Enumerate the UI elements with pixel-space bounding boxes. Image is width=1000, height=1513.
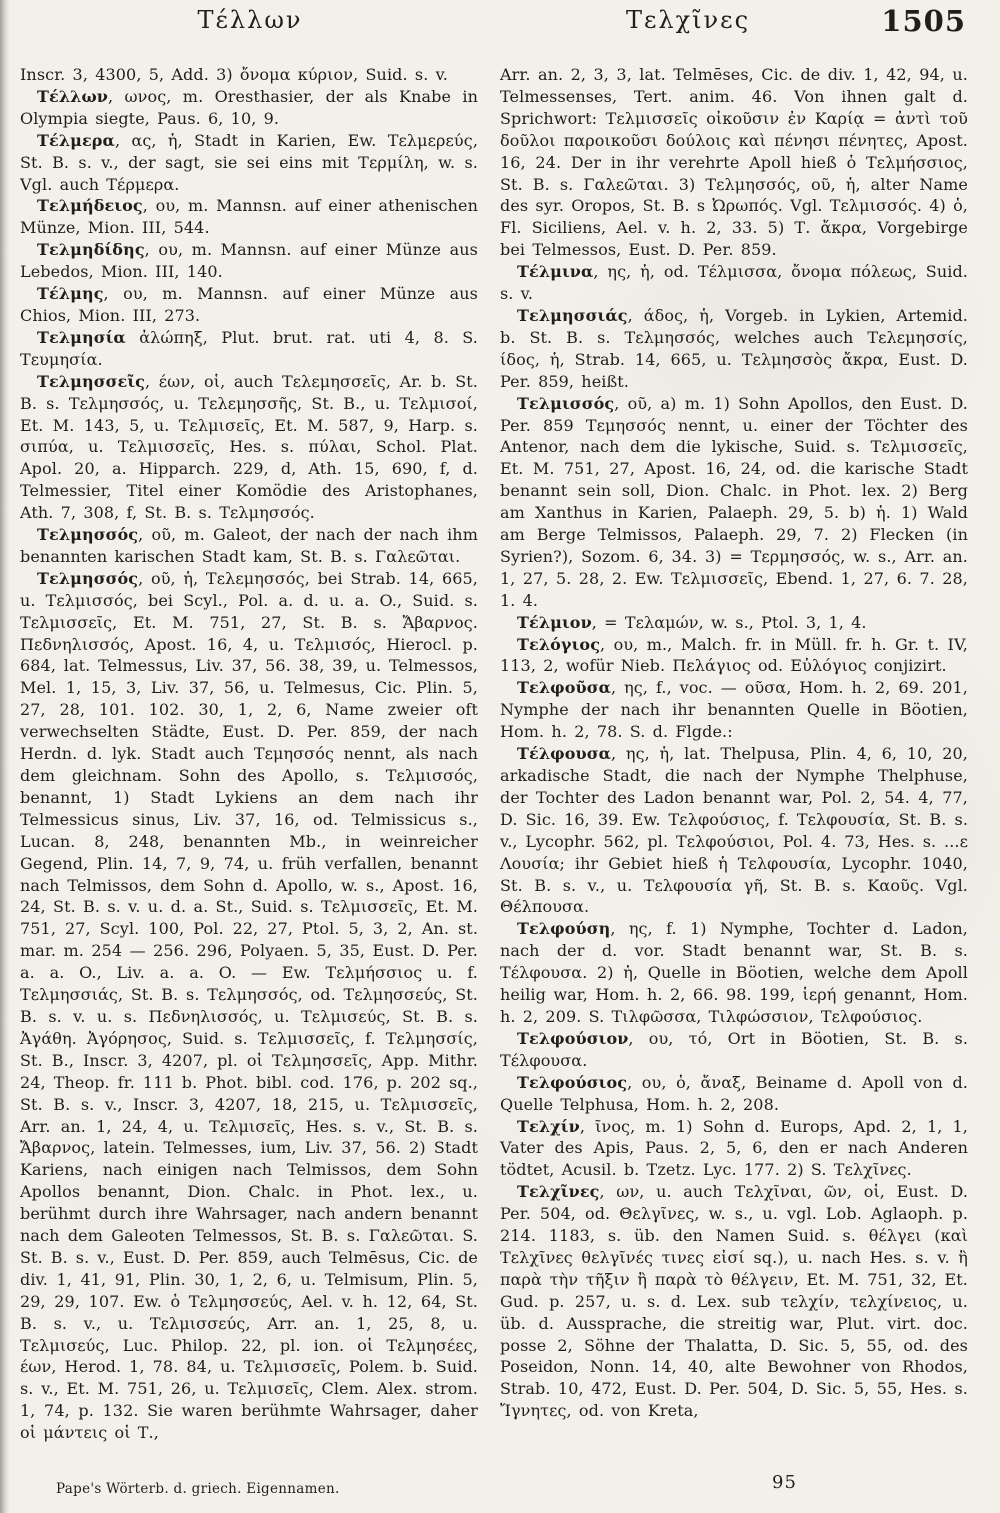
page-number: 1505: [881, 4, 966, 38]
dictionary-entry: Τελμισσός, οῦ, a) m. 1) Sohn Apollos, den Eust. D. Per. 859 Τεμησσός nennt, u. einer der Töchter des Antenor, nach dem die lykische, Suid. s. Τελμισσεῖς, Et. M. 751, 27, Apost. 16, 24, od. die karische Stadt benannt sein soll, Dion. Chalc. in Phot. lex. 2) Berg am Xanthus in Karien, Palaeph. 29, 5. b) ἡ. 1) Wald am Berge Telmissos, Palaeph. 29, 7. 2) Flecken (in Syrien?), Sozom. 6, 34. 3) = Τερμησσός, w. s., Arr. an. 1, 27, 5. 28, 2. Ew. Τελμισσεῖς, Ebend. 1, 27, 6. 7. 28, 1. 4.: [500, 393, 968, 610]
dictionary-entry: Τελμηδίδης, ου, m. Mannsn. auf einer Münze aus Lebedos, Mion. III, 140.: [20, 240, 478, 282]
sheet-number: 95: [772, 1472, 797, 1493]
dictionary-entry: Τέλμιον, = Τελαμών, w. s., Ptol. 3, 1, 4.: [517, 612, 867, 632]
dictionary-entry: Τελμησσός, οῦ, m. Galeot, der nach der nach ihm benannten karischen Stadt kam, St. B. s. Γαλεῶται.: [20, 525, 478, 566]
entry-headword: Τέλμινα: [517, 262, 594, 282]
running-head-right-keyword: Τελχῖνες: [625, 6, 751, 34]
dictionary-entry: Τελμησσιάς, άδος, ἡ, Vorgeb. in Lykien, Artemid. b. St. B. s. Τελμησσός, welches auch Τελεμησσίς, ίδος, ἡ, Strab. 14, 665, u. Τελμησσὸς ἄκρα, Eust. D. Per. 859, heißt.: [500, 305, 968, 391]
dictionary-entry: Τελχῖνες, ων, u. auch Τελχῖναι, ῶν, οἱ, Eust. D. Per. 504, od. Θελγῖνες, w. s., u. vgl. Lob. Aglaoph. p. 214. 1183, s. üb. den Namen Suid. s. θέλγει (καὶ Τελχῖνες θελγῖνές τινες εἰσί sq.), u. nach Hes. s. v. ἢ παρὰ τὴν τῆξιν ἢ παρὰ τὸ θέλγειν, Et. M. 751, 32, Et. Gud. p. 257, u. s. d. Lex. sub τελχίν, τελχίνειος, u. üb. d. Aussprache, die streitig war, Plut. virt. doc. posse 2, Söhne der Thalatta, D. Sic. 5, 55, od. des Poseidon, Nonn. 14, 40, alte Bewohner von Rhodos, Strab. 10, 472, Eust. D. Per. 504, D. Sic. 5, 55, Hes. s. Ἴγνητες, od. von Kreta,: [500, 1182, 968, 1421]
dictionary-entry: Τελόγιος, ου, m., Malch. fr. in Müll. fr. h. Gr. t. IV, 113, 2, wofür Nieb. Πελάγιος od. Εὐλόγιος conjizirt.: [500, 634, 968, 676]
dictionary-entry: Τελμήδειος, ου, m. Mannsn. auf einer athenischen Münze, Mion. III, 544.: [20, 196, 478, 238]
dictionary-entry: Τελφούσιος, ου, ὁ, ἄναξ, Beiname d. Apoll von d. Quelle Telphusa, Hom. h. 2, 208.: [500, 1072, 968, 1114]
left-column: [20, 64, 478, 1444]
entry-headword: Τέλμης: [37, 284, 104, 304]
right-column: [500, 64, 968, 1444]
entry-headword: Τελφούσιος: [517, 1072, 628, 1092]
running-head: [0, 6, 1000, 46]
entry-headword: Τελμησσιάς: [517, 305, 628, 325]
dictionary-entry: Τέλφουσα, ης, ἡ, lat. Thelpusa, Plin. 4, 6, 10, 20, arkadische Stadt, die nach der Nymphe Thelphuse, der Tochter des Ladon benannt war, Pol. 2, 54. 4, 77, D. Sic. 16, 39. Ew. Τελφούσιος, f. Τελφουσία, St. B. s. v., Lycophr. 562, pl. Τελφούσιοι, Pol. 4. 73, Hes. s. ...ε Λουσία; ihr Gebiet hieß ἡ Τελφουσία, Lycophr. 1040, St. B. s. v., u. Τελφουσία γῆ, St. B. s. Καοῦς. Vgl. Θέλπουσα.: [500, 744, 968, 917]
dictionary-entry: Τελφούσιον, ου, τό, Ort in Böotien, St. B. s. Τέλφουσα.: [500, 1028, 968, 1070]
dictionary-entry: Arr. an. 2, 3, 3, lat. Telmēses, Cic. de div. 1, 42, 94, u. Telmessenses, Tert. anim. 46. Von ihnen galt d. Sprichwort: Τελμισσεῖς οἰκοῦσιν ἐν Καρίᾳ = ἀντὶ τοῦ δοῦλοι παροικοῦσι δούλοις καὶ πένησι πένητες, Apost. 16, 24. Der in ihr verehrte Apoll hieß ὁ Τελμήσσιος, St. B. s. Γαλεῶται. 3) Τελμησσός, οῦ, ἡ, alter Name des syr. Oropos, St. B. s Ὠρωπός. Vgl. Τελμισσός. 4) ὁ, Fl. Siciliens, Ael. v. h. 2, 33. 5) Τ. ἄκρα, Vorgebirge bei Telmessos, Eust. D. Per. 859.: [500, 65, 968, 260]
entry-headword: Τέλμιον: [517, 612, 592, 632]
entry-headword: Τελμηδίδης: [37, 240, 145, 260]
entry-headword: Τελφούση: [517, 919, 611, 939]
entry-headword: Τελφούσιον: [517, 1028, 629, 1048]
entry-headword: Τελόγιος: [517, 634, 601, 654]
dictionary-entry: Τελχίν, ῖνος, m. 1) Sohn d. Europs, Apd. 2, 1, 1, Vater des Apis, Paus. 2, 5, 6, den er nach Anderen tödtet, Acusil. b. Tzetz. Lyc. 177. 2) S. Τελχῖνες.: [500, 1116, 968, 1180]
entry-headword: Τελμησσός: [37, 568, 139, 588]
dictionary-entry: Τέλμινα, ης, ἡ, od. Τέλμισσα, ὄνομα πόλεως, Suid. s. v.: [500, 262, 968, 304]
entry-headword: Τελφοῦσα: [517, 678, 612, 698]
dictionary-entry: Τελμησία ἀλώπηξ, Plut. brut. rat. uti 4, 8. S. Τευμησία.: [20, 327, 478, 369]
entry-headword: Τελχῖνες: [517, 1182, 600, 1202]
entry-headword: Τελμησία: [37, 327, 126, 347]
entry-headword: Τελμήδειος: [37, 196, 143, 216]
dictionary-entry: Τέλμερα, ας, ἡ, Stadt in Karien, Ew. Τελμερεύς, St. B. s. v., der sagt, sie sei eins mit Τερμίλη, w. s. Vgl. auch Τέρμερα.: [20, 130, 478, 194]
entry-headword: Τέλμερα: [37, 130, 115, 150]
text-columns: [20, 64, 968, 1444]
running-head-left-keyword: Τέλλων: [197, 6, 303, 34]
entry-headword: Τελμισσός: [517, 393, 615, 413]
dictionary-entry: Τέλμης, ου, m. Mannsn. auf einer Münze aus Chios, Mion. III, 273.: [20, 284, 478, 325]
page-footer: [0, 1465, 1000, 1513]
dictionary-entry: Τελφούση, ης, f. 1) Nymphe, Tochter d. Ladon, nach der d. vor. Stadt benannt war, St. B. s. Τέλφουσα. 2) ἡ, Quelle in Böotien, welche dem Apoll heilig war, Hom. h. 2, 66. 98. 199, ἱερή genannt, Hom. h. 2, 209. S. Τιλφῶσσα, Τιλφώσσιον, Τελφούσιος.: [500, 919, 968, 1026]
entry-headword: Τέλλων: [37, 86, 109, 106]
dictionary-entry: Inscr. 3, 4300, 5, Add. 3) ὄνομα κύριον, Suid. s. v.: [20, 65, 448, 84]
dictionary-entry: Τελφοῦσα, ης, f., voc. — οῦσα, Hom. h. 2, 69. 201, Nymphe der nach ihr benannten Quelle in Böotien, Hom. h. 2, 78. S. d. Flgde.:: [500, 678, 968, 742]
entry-headword: Τελμησσεῖς: [37, 371, 145, 391]
entry-headword: Τελχίν: [517, 1116, 580, 1136]
printer-signature: Pape's Wörterb. d. griech. Eigennamen.: [56, 1481, 340, 1497]
dictionary-entry: Τέλλων, ωνος, m. Oresthasier, der als Knabe in Olympia siegte, Paus. 6, 10, 9.: [20, 86, 478, 128]
entry-headword: Τέλφουσα: [517, 744, 612, 764]
dictionary-entry: Τελμησσεῖς, έων, οἱ, auch Τελεμησσεῖς, Ar. b. St. B. s. Τελμησσός, u. Τελεμησσῆς, St. B., u. Τελμισοί, Et. M. 143, 5, u. Τελμισεῖς, Et. M. 587, 9, Harp. s. σιπύα, u. Τελμισσεῖς, Hes. s. πύλαι, Schol. Plat. Apol. 20, a. Hipparch. 229, d, Ath. 15, 690, f, d. Telmessier, Titel einer Komödie des Aristophanes, Ath. 7, 308, f, St. B. s. Τελμησσός.: [20, 371, 478, 523]
dictionary-entry: Τελμησσός, οῦ, ἡ, Τελεμησσός, bei Strab. 14, 665, u. Τελμισσός, bei Scyl., Pol. a. d. u. a. O., Suid. s. Τελμισσεῖς, Et. M. 751, 27, St. B. s. Ἄβαρνος. Πεδνηλισσός, Apost. 16, 4, u. Τελμισός, Hierocl. p. 684, lat. Telmessus, Liv. 37, 56. 38, 39, u. Telmessos, Mel. 1, 15, 3, Liv. 37, 56, u. Telmesus, Cic. Plin. 5, 27, 28, 101. 102. 30, 1, 2, 6, Name zweier oft verwechselten Städte, Eust. D. Per. 859, der nach Herdn. d. lyk. Stadt auch Τεμησσός nennt, als nach dem gleichnam. Sohn des Apollo, s. Τελμισσός, benannt, 1) Stadt Lykiens an dem nach ihr Telmessicus sinus, Liv. 37, 16, od. Telmissicus s., Lucan. 8, 248, benannten Mb., in weinreicher Gegend, Plin. 14, 7, 9, 74, u. früh verfallen, benannt nach Telmissos, dem Sohn d. Apollo, w. s., Apost. 16, 24, St. B. s. v. u. d. a. St., Suid. s. Τελμισσεῖς, Et. M. 751, 27, Scyl. 100, Pol. 22, 27, Ptol. 5, 3, 2, An. st. mar. m. 254 — 256. 296, Polyaen. 5, 35, Eust. D. Per. a. a. O., Liv. a. a. O. — Ew. Τελμήσσιος u. f. Τελμησσιάς, St. B. s. Τελμησσός, od. Τελμησσεύς, St. B. s. v. u. s. Πεδνηλισσός, u. Τελμισεύς, St. B. s. Ἀγάθη. Ἀγόρησος, Suid. s. Τελμισσεῖς, f. Τελμησσίς, St. B., Inscr. 3, 4207, pl. οἱ Τελμησσεῖς, App. Mithr. 24, Theop. fr. 111 b. Phot. bibl. cod. 176, p. 202 sq., St. B. s. v., Inscr. 3, 4207, 18, 215, u. Τελμισσεῖς, Arr. an. 1, 24, 4, u. Τελμισεῖς, Hes. s. v., St. B. s. Ἄβαρνος, latein. Telmesses, ium, Liv. 37, 56. 2) Stadt Kariens, nach einigen nach Telmissos, dem Sohn Apollos benannt, Dion. Chalc. in Phot. lex., u. berühmt durch ihre Wahrsager, nach andern benannt nach dem Galeoten Telmessos, St. B. s. Γαλεῶται. S. St. B. s. v., Eust. D. Per. 859, auch Telmēsus, Cic. de div. 1, 41, 91, Plin. 30, 1, 2, 6, u. Telmisum, Plin. 5, 29, 29, 107. Ew. ὁ Τελμησσεύς, Ael. v. h. 12, 64, St. B. s. v., u. Τελμισσεύς, Arr. an. 1, 25, 8, u. Τελμισεύς, Luc. Philop. 22, pl. ion. οἱ Τελμησέες, έων, Herod. 1, 78. 84, u. Τελμισσεῖς, Polem. b. Suid. s. v., Et. M. 751, 26, u. Τελμισεῖς, Clem. Alex. strom. 1, 74, p. 132. Sie waren berühmte Wahrsager, daher οἱ μάντεις οἱ Τ.,: [20, 568, 478, 1443]
entry-headword: Τελμησσός: [37, 525, 139, 545]
